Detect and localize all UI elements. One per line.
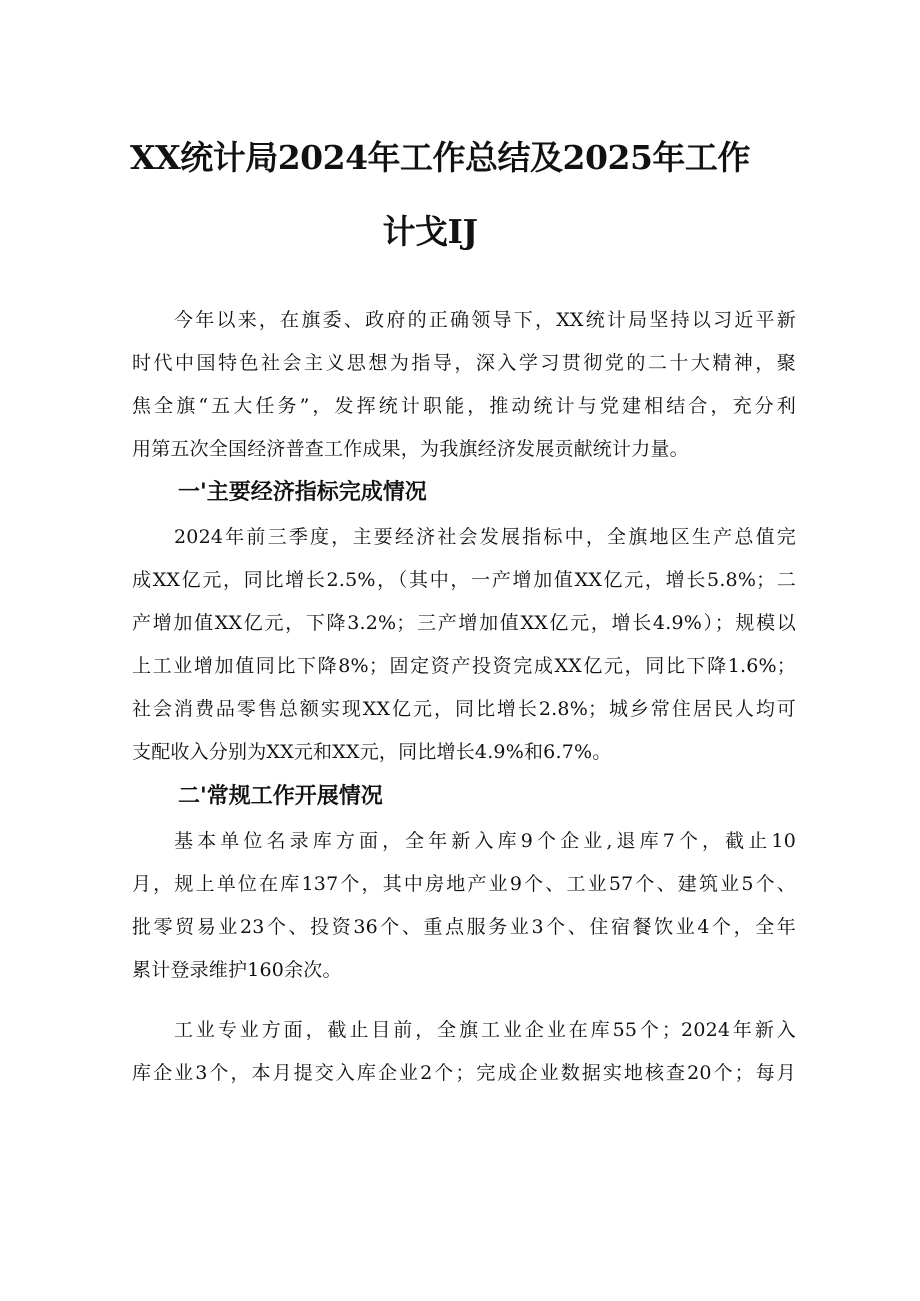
document-title-line-2: 计戈IJ (382, 212, 478, 251)
section-2-para-2-line-2: 库企业3个，本月提交入库企业2个；完成企业数据实地核查20个；每月 (132, 1062, 796, 1084)
section-2-para-2-line-1: 工业专业方面，截止目前，全旗工业企业在库55个；2024年新入 (174, 1019, 796, 1041)
section-2-heading: 二'常规工作开展情况 (178, 784, 383, 809)
section-1-line-5: 社会消费品零售总额实现XX亿元，同比增长2.8%；城乡常住居民人均可 (132, 698, 796, 720)
document-title-line-1: XX统计局2024年工作总结及2025年工作 (130, 138, 750, 177)
section-2-para-1-line-4: 累计登录维护160余次。 (132, 959, 342, 981)
section-1-heading: 一'主要经济指标完成情况 (178, 480, 427, 505)
section-1-line-6: 支配收入分别为XX元和XX元，同比增长4.9%和6.7%。 (132, 741, 612, 763)
section-2-para-1-line-1: 基本单位名录库方面，全年新入库9个企业,退库7个，截止10 (174, 830, 796, 852)
intro-line-3: 焦全旗“五大任务”，发挥统计职能，推动统计与党建相结合，充分利 (132, 395, 796, 417)
intro-line-4: 用第五次全国经济普查工作成果，为我旗经济发展贡献统计力量。 (132, 438, 689, 460)
section-1-line-1: 2024年前三季度，主要经济社会发展指标中，全旗地区生产总值完 (174, 526, 796, 548)
intro-line-1: 今年以来，在旗委、政府的正确领导下，XX统计局坚持以习近平新 (174, 309, 796, 331)
section-1-line-2: 成XX亿元，同比增长2.5%，（其中，一产增加值XX亿元，增长5.8%；二 (132, 569, 796, 591)
section-1-line-3: 产增加值XX亿元，下降3.2%；三产增加值XX亿元，增长4.9%）；规模以 (132, 612, 796, 634)
section-2-para-1-line-2: 月，规上单位在库137个，其中房地产业9个、工业57个、建筑业5个、 (132, 873, 796, 895)
section-1-line-4: 上工业增加值同比下降8%；固定资产投资完成XX亿元，同比下降1.6%； (132, 655, 796, 677)
section-2-para-1-line-3: 批零贸易业23个、投资36个、重点服务业3个、住宿餐饮业4个，全年 (132, 916, 796, 938)
intro-line-2: 时代中国特色社会主义思想为指导，深入学习贯彻党的二十大精神，聚 (132, 352, 796, 374)
